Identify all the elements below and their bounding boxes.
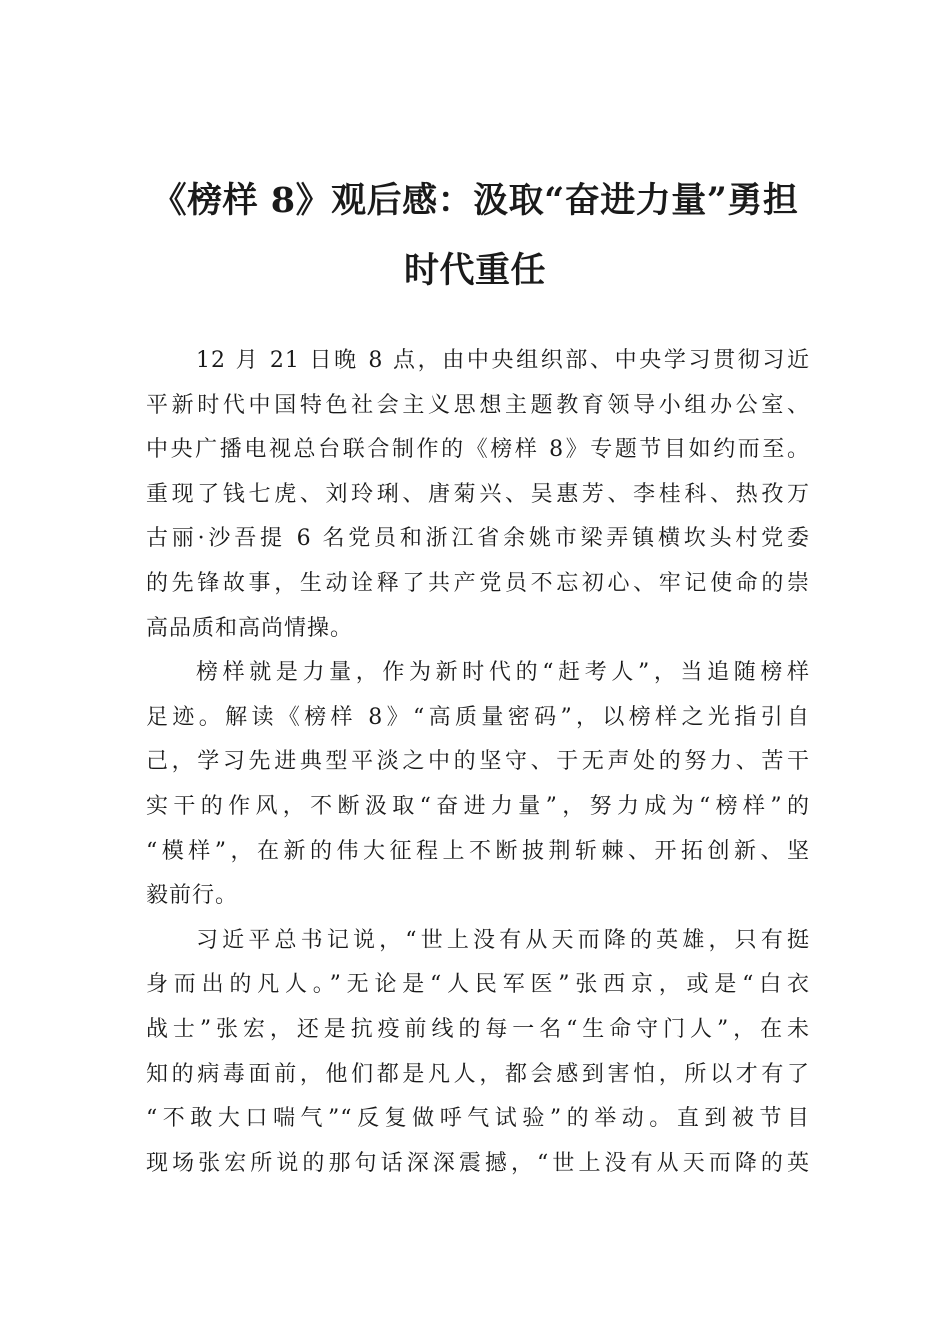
paragraph-line: 身而出的凡人。”无论是“人民军医”张西京，或是“白衣 bbox=[146, 972, 810, 998]
paragraph-line: 12 月 21 日晚 8 点，由中央组织部、中央学习贯彻习近 bbox=[196, 348, 810, 373]
title-line-2: 时代重任 bbox=[403, 250, 546, 291]
title-line-1: 《榜样 8》观后感：汲取“奋进力量”勇担 bbox=[151, 180, 799, 221]
paragraph-line: 榜样就是力量，作为新时代的“赶考人”，当追随榜样 bbox=[196, 660, 810, 686]
paragraph-line: 足迹。解读《榜样 8》“高质量密码”，以榜样之光指引自 bbox=[146, 704, 810, 730]
paragraph-line: 重现了钱七虎、刘玲琍、唐菊兴、吴惠芳、李桂科、热孜万 bbox=[146, 481, 810, 507]
paragraph-line: 中央广播电视总台联合制作的《榜样 8》专题节目如约而至。 bbox=[146, 437, 810, 463]
paragraph-line: 己，学习先进典型平淡之中的坚守、于无声处的努力、苦干 bbox=[146, 749, 810, 775]
paragraph-line: 古丽·沙吾提 6 名党员和浙江省余姚市梁弄镇横坎头村党委 bbox=[146, 526, 810, 552]
paragraph-line: 实干的作风，不断汲取“奋进力量”，努力成为“榜样”的 bbox=[146, 793, 810, 819]
paragraph-line: “不敢大口喘气”“反复做呼气试验”的举动。直到被节目 bbox=[146, 1106, 810, 1132]
document-title bbox=[110, 166, 840, 306]
paragraph-line: 习近平总书记说，“世上没有从天而降的英雄，只有挺 bbox=[196, 927, 810, 953]
paragraph-line: “模样”，在新的伟大征程上不断披荆斩棘、开拓创新、坚 bbox=[146, 838, 810, 864]
paragraph-2 bbox=[146, 651, 810, 919]
paragraph-line: 知的病毒面前，他们都是凡人，都会感到害怕，所以才有了 bbox=[146, 1061, 810, 1087]
paragraph-1 bbox=[146, 339, 810, 651]
paragraph-line: 的先锋故事，生动诠释了共产党员不忘初心、牢记使命的崇 bbox=[146, 570, 810, 596]
paragraph-line: 高品质和高尚情操。 bbox=[146, 615, 354, 641]
paragraph-line: 平新时代中国特色社会主义思想主题教育领导小组办公室、 bbox=[146, 392, 810, 418]
paragraph-3 bbox=[146, 919, 810, 1187]
paragraph-line: 现场张宏所说的那句话深深震撼，“世上没有从天而降的英 bbox=[146, 1150, 810, 1176]
paragraph-line: 战士”张宏，还是抗疫前线的每一名“生命守门人”，在未 bbox=[146, 1016, 810, 1042]
document-body bbox=[146, 339, 810, 1186]
paragraph-line: 毅前行。 bbox=[146, 883, 239, 909]
